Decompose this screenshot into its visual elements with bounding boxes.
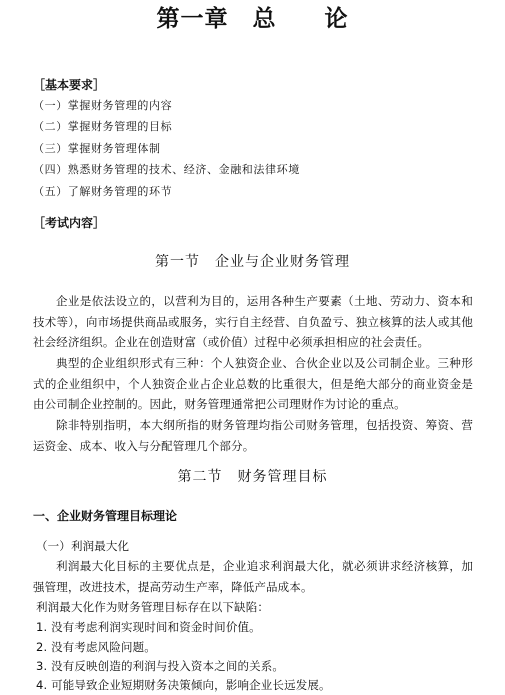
section1-paragraph: 典型的企业组织形式有三种：个人独资企业、合伙企业以及公司制企业。三种形式的企业组织中，个人独资企业占企业总数的比重很大，但是绝大部分的商业资金是由公司制企业控制的。因此，财务管理通常把公司理财作为讨论的重点。	[33, 356, 473, 411]
list-item: （五）了解财务管理的环节	[33, 184, 173, 198]
section2-title: 第二节 财务管理目标	[177, 469, 328, 485]
sub1-heading: （一）利润最大化	[36, 539, 130, 553]
part1-heading: 一、企业财务管理目标理论	[33, 509, 178, 523]
list-item: 3. 没有反映创造的利润与投入资本之间的关系。	[36, 659, 285, 673]
list-item: 1. 没有考虑利润实现时间和资金时间价值。	[36, 620, 261, 634]
section1-paragraph: 除非特别指明，本大纲所指的财务管理均指公司财务管理，包括投资、筹资、营运资金、成本、收入与分配管理几个部分。	[33, 418, 473, 453]
basic-requirements-heading: ［基本要求］	[33, 78, 106, 92]
basic-requirements-list	[33, 95, 300, 202]
list-item: （四）熟悉财务管理的技术、经济、金融和法律环境	[33, 163, 300, 177]
exam-content-heading: ［考试内容］	[33, 216, 106, 230]
list-item: 4. 可能导致企业短期财务决策倾向，影响企业长远发展。	[36, 678, 331, 692]
defects-intro: 利润最大化作为财务管理目标存在以下缺陷：	[36, 600, 269, 614]
chapter-title: 第一章 总 论	[156, 6, 349, 32]
list-item: 2. 没有考虑风险问题。	[36, 640, 156, 654]
sub1-paragraph: 利润最大化目标的主要优点是，企业追求利润最大化，就必须讲求经济核算，加强管理，改进技术，提高劳动生产率，降低产品成本。	[33, 559, 473, 594]
list-item: （二）掌握财务管理的目标	[33, 120, 173, 134]
section1-title: 第一节 企业与企业财务管理	[155, 254, 350, 270]
list-item: （一）掌握财务管理的内容	[33, 99, 173, 112]
section1-paragraph: 企业是依法设立的，以营利为目的，运用各种生产要素（土地、劳动力、资本和技术等），向市场提供商品或服务，实行自主经营、自负盈亏、独立核算的法人或其他社会经济组织。企业在创造财富（或价值）过程中必须承担相应的社会责任。	[33, 294, 473, 349]
list-item: （三）掌握财务管理体制	[33, 141, 161, 155]
